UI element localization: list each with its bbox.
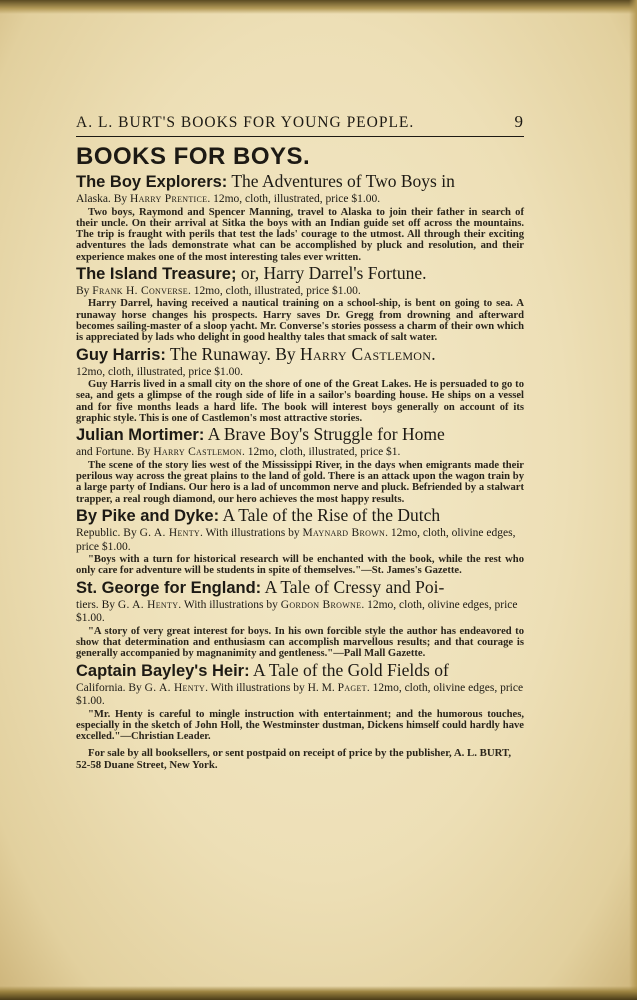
book-subtitle-rest: Republic. [76,527,121,540]
book-description [76,207,524,263]
footer-text: For sale by all booksellers, or sent postpaid on receipt of price by the publisher, A. L. BURT, 52-58 Duane Street, New York. [76,747,512,771]
book-subtitle: A Brave Boy's Struggle for Home [204,424,445,445]
book-title: The Boy Explorers: [76,173,228,191]
book-description-text: "Boys with a turn for historical research will be enchanted with the book, while the rest who only care for adventure will be students in spite of themselves."—St. James's Gazette. [76,554,524,577]
by-label: By [125,681,145,694]
book-author: G. A. Henty [139,527,200,540]
book-entry [76,171,524,263]
book-title-line [76,577,524,599]
book-title-line [76,424,524,446]
book-byline [76,366,524,380]
book-subtitle: A Tale of the Gold Fields of [249,659,449,680]
book-byline [76,285,524,299]
page-bottom-edge [0,986,637,1000]
book-subtitle: The Runaway. By [165,343,301,364]
book-details: . With illustrations by H. M. [205,681,338,694]
book-description-text: Two boys, Raymond and Spencer Manning, travel to Alaska to join their father in search of their uncle. On their arrival at Sitka the boys with an Indian guide set off across the mountains. The trip is fraught with perils that test the lads' courage to the utmost. All through their exciting adventures the lads demonstrate what can be accomplished by pluck and resolution, and their experience makes one of the most interesting tales ever written. [76,206,524,263]
book-title: Guy Harris: [76,345,166,364]
book-subtitle: The Adventures of Two Boys in [227,171,455,191]
book-subtitle-rest: Alaska. [76,193,111,205]
book-description [76,460,524,505]
book-details-2: . 12mo, cloth, olivine edges, price $1.00. [76,527,516,553]
by-label: By [134,446,154,459]
book-subtitle-rest: California. [76,681,126,694]
book-details-2: . 12mo, cloth, olivine edges, price $1.00. [76,681,524,708]
book-entry [76,263,524,344]
book-illustrator: Paget [337,681,367,694]
book-illustrator: Maynard Brown [302,527,386,540]
book-details: . 12mo, cloth, illustrated, price $1. [242,446,401,459]
book-entry [76,424,524,505]
book-details: . 12mo, cloth, illustrated, price $1.00. [207,193,381,205]
running-head [76,112,524,134]
book-description-text: "A story of very great interest for boys. In his own forcible style the author has endeavored to show that determination and enthusiasm can accomplish marvellous results; and that courage is generally accompanied by magnanimity and gentleness."—Pall Mall Gazette. [76,625,524,660]
book-details: . With illustrations by [178,598,281,611]
book-description [76,709,524,743]
book-subtitle: or, Harry Darrel's Fortune. [236,262,427,283]
book-title: By Pike and Dyke: [76,507,220,526]
book-description-text: Harry Darrel, having received a nautical training on a school-ship, is bent on going to sea. A runaway horse changes his prospects. Harry saves Dr. Gregg from drowning and afterward becomes sailing-master of a sloop yacht. Mr. Converse's stories possess a charm of their own which is appreciated by lads who delight in good healthy tales that smack of salt water. [76,298,524,344]
book-title: Julian Mortimer: [76,426,205,445]
book-description [76,298,524,343]
book-description-text: Guy Harris lived in a small city on the shore of one of the Great Lakes. He is persuaded to go to sea, and gets a glimpse of the rough side of life in a sailor's boarding house. He ships on a vessel and for five months leads a hard life. The book will interest boys generally on account of its graphic style. This is one of Castlemon's most attractive stories. [76,379,524,425]
page-content [76,112,524,771]
book-title-line [76,263,524,285]
book-subtitle-rest: tiers. [76,598,99,611]
header-rule [76,136,524,137]
book-title-line [76,660,524,682]
book-title: St. George for England: [76,578,262,597]
book-details: 12mo, cloth, illustrated, price $1.00. [76,365,244,378]
book-title-line [76,505,524,527]
book-subtitle: A Tale of the Rise of the Dutch [219,505,441,526]
by-label: By [120,527,140,540]
book-subtitle-rest: and Fortune. [76,446,135,459]
book-title: The Island Treasure; [76,264,237,283]
book-title: Captain Bayley's Heir: [76,661,250,680]
book-illustrator: Gordon Browne [280,598,362,611]
book-author: G. A. Henty [117,598,179,611]
page-top-edge [0,0,637,14]
book-byline [76,446,524,460]
by-label: By [110,193,130,205]
book-byline [76,193,524,207]
book-byline [76,527,524,554]
book-author: Frank H. Converse [92,284,188,297]
book-description-text: "Mr. Henty is careful to mingle instruction with entertainment; and the humorous touches, especially in the sketch of John Holl, the Westminster dustman, Dickens himself could hardly have excelled."—Christian Leader. [76,708,524,743]
book-byline [76,682,524,709]
section-title: BOOKS FOR BOYS. [76,143,311,170]
book-details-2: . 12mo, cloth, olivine edges, price $1.00. [76,598,518,625]
book-entry [76,505,524,577]
running-head-title: A. L. BURT'S BOOKS FOR YOUNG PEOPLE. [76,114,415,131]
book-description [76,626,524,660]
book-description-text: The scene of the story lies west of the Mississippi River, in the days when emigrants made their perilous way across the great plains to the land of gold. There is an attack upon the wagon train by a large party of Indians. Our hero is a lad of uncommon nerve and pluck. Befriended by a stalwart trapper, a real rough diamond, our hero achieves the most happy results. [76,459,524,505]
by-label: By [98,598,118,611]
book-author: G. A. Henty [144,681,206,694]
book-subtitle: A Tale of Cressy and Poi- [261,576,445,597]
book-author: Harry Castlemon [153,446,243,459]
book-entry [76,660,524,743]
page-right-edge [629,0,637,1000]
book-author: Harry Castlemon. [300,343,436,364]
book-entry [76,577,524,660]
book-byline [76,599,524,626]
book-details: . With illustrations by [200,527,303,540]
book-details: . 12mo, cloth, illustrated, price $1.00. [187,284,361,297]
by-label: By [76,284,93,297]
page-number: 9 [514,112,524,131]
publisher-footer [76,748,524,771]
book-description [76,554,524,577]
book-title-line [76,344,524,366]
book-entry [76,344,524,425]
book-description [76,379,524,424]
book-title-line [76,171,524,193]
book-author: Harry Prentice [129,193,208,205]
